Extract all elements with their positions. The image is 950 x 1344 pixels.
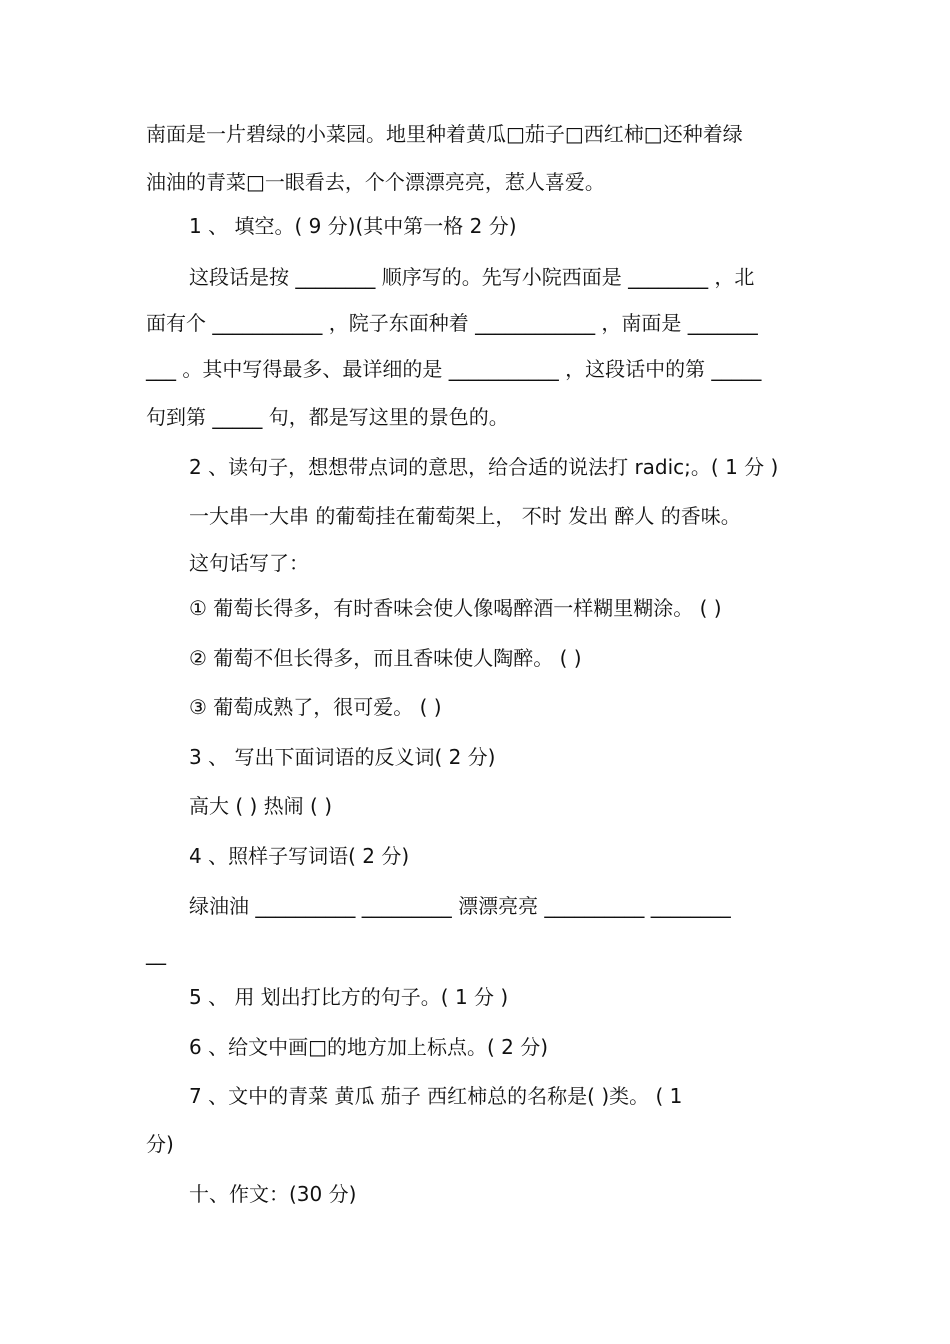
- question-3-heading: 3 、 写出下面词语的反义词( 2 分): [189, 745, 496, 769]
- composition-heading: 十、作文：(30 分): [189, 1182, 357, 1206]
- question-4-heading: 4 、照样子写词语( 2 分): [189, 844, 410, 868]
- question-2-heading: 2 、读句子，想想带点词的意思，给合适的说法打 radic;。( 1 分 ): [189, 455, 779, 479]
- question-2-prompt: 这句话写了：: [189, 551, 309, 575]
- passage-line-2: 油油的青菜□一眼看去，个个漂漂亮亮，惹人喜爱。: [146, 170, 605, 194]
- question-1-line-4: 句到第 _____ 句，都是写这里的景色的。: [146, 405, 509, 429]
- question-5-heading: 5 、 用 划出打比方的句子。( 1 分 ): [189, 985, 509, 1009]
- question-1-line-2: 面有个 ___________ ，院子东面种着 ____________ ，南面是 _______: [146, 311, 758, 335]
- passage-line-1: 南面是一片碧绿的小菜园。地里种着黄瓜□茄子□西红柿□还种着绿: [146, 122, 743, 146]
- question-7-heading: 7 、文中的青菜 黄瓜 茄子 西红柿总的名称是( )类。 ( 1: [189, 1084, 683, 1108]
- question-4-answers-continued: __: [146, 941, 166, 965]
- question-1-line-1: 这段话是按 ________ 顺序写的。先写小院西面是 ________ ，北: [189, 265, 755, 289]
- question-7-continued: 分): [146, 1132, 174, 1156]
- question-2-sentence: 一大串一大串 的葡萄挂在葡萄架上， 不时 发出 醉人 的香味。: [189, 504, 741, 528]
- question-1-line-3: ___ 。其中写得最多、最详细的是 ___________ ，这段话中的第 _____: [146, 357, 762, 381]
- question-3-answers: 高大 ( ) 热闹 ( ): [189, 794, 332, 818]
- question-2-option-3: ③ 葡萄成熟了，很可爱。 ( ): [189, 695, 442, 719]
- question-2-option-1: ① 葡萄长得多，有时香味会使人像喝醉酒一样糊里糊涂。 ( ): [189, 596, 722, 620]
- question-4-answers: 绿油油 __________ _________ 漂漂亮亮 __________ ________: [189, 894, 731, 918]
- question-2-option-2: ② 葡萄不但长得多，而且香味使人陶醉。 ( ): [189, 646, 582, 670]
- question-1-heading: 1 、 填空。( 9 分)(其中第一格 2 分): [189, 214, 517, 238]
- question-6-heading: 6 、给文中画□的地方加上标点。( 2 分): [189, 1035, 549, 1059]
